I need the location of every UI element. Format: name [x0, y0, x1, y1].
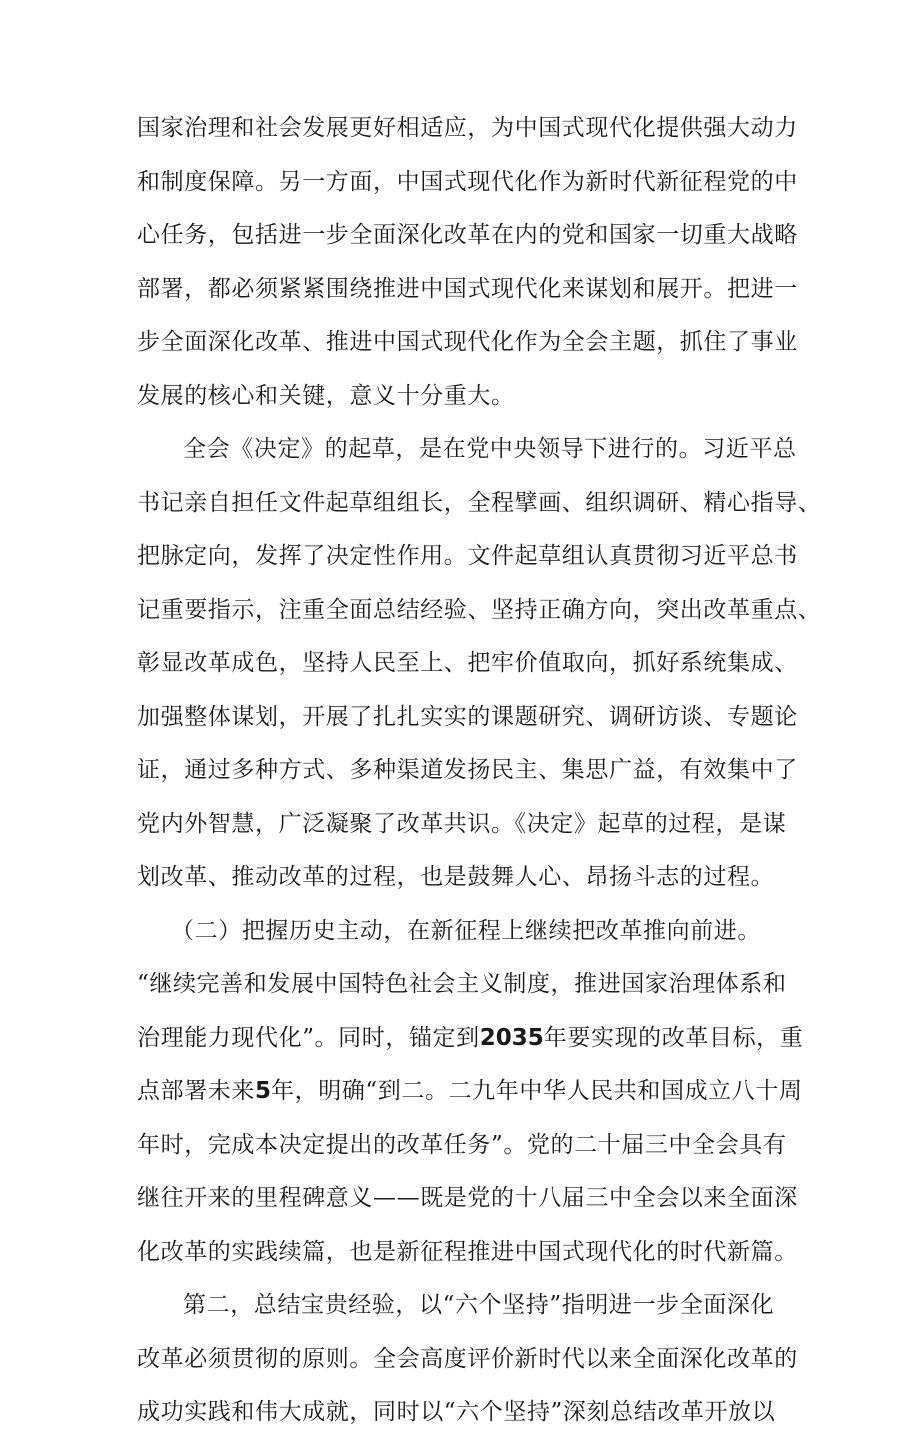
text-line: 证，通过多种方式、多种渠道发扬民主、集思广益，有效集中了 [137, 757, 798, 783]
text-line: 记重要指示，注重全面总结经验、坚持正确方向，突出改革重点、 [137, 596, 822, 623]
text-line: “继续完善和发展中国特色社会主义制度，推进国家治理体系和 [137, 971, 787, 997]
text-line: 步全面深化改革、推进中国式现代化作为全会主题，抓住了事业 [137, 329, 798, 355]
text-line: 国家治理和社会发展更好相适应，为中国式现代化提供强大动力 [137, 115, 798, 141]
text-line: 心任务，包括进一步全面深化改革在内的党和国家一切重大战略 [137, 222, 798, 248]
text-line: 继往开来的里程碑意义——既是党的十八届三中全会以来全面深 [137, 1185, 798, 1211]
text-line [137, 1012, 804, 1066]
text-segment: 年，明确“到二。二九年中华人民共和国成立八十周 [271, 1078, 803, 1104]
year-number: 2035 [479, 1024, 544, 1051]
text-line: 彰显改革成色，坚持人民至上、把牢价值取向，抓好系统集成、 [137, 650, 798, 676]
text-line: 发展的核心和关键，意义十分重大。 [137, 382, 515, 409]
text-line: 化改革的实践续篇，也是新征程推进中国式现代化的时代新篇。 [137, 1238, 798, 1265]
text-line: 和制度保障。另一方面，中国式现代化作为新时代新征程党的中 [137, 168, 798, 195]
text-line: 党内外智慧，广泛凝聚了改革共识。《决定》起草的过程，是谋 [137, 810, 787, 837]
text-line: 把脉定向，发挥了决定性作用。文件起草组认真贯彻习近平总书 [137, 543, 798, 569]
text-line: 书记亲自担任文件起草组组长，全程擘画、组织调研、精心指导、 [137, 489, 822, 516]
text-segment: 点部署未来 [137, 1078, 255, 1104]
text-segment: 年要实现的改革目标，重 [543, 1024, 804, 1051]
text-line: 划改革、推动改革的过程，也是鼓舞人心、昂扬斗志的过程。 [137, 864, 775, 890]
text-line: 加强整体谋划，开展了扎扎实实的课题研究、调研访谈、专题论 [137, 703, 798, 730]
section-heading: （二）把握历史主动，在新征程上继续把改革推向前进。 [171, 917, 761, 944]
body-text [137, 102, 822, 1440]
paragraph-start-line: 全会《决定》的起草，是在党中央领导下进行的。习近平总 [183, 436, 797, 462]
text-line: 部署，都必须紧紧围绕推进中国式现代化来谋划和展开。把进一 [137, 275, 798, 302]
text-segment: 治理能力现代化”。同时，锚定到 [137, 1024, 480, 1051]
text-line [137, 1065, 803, 1119]
years-number: 5 [255, 1078, 272, 1104]
text-line: 成功实践和伟大成就，同时以“六个坚持”深刻总结改革开放以 [137, 1399, 776, 1425]
text-line: 年时，完成本决定提出的改革任务”。党的二十届三中全会具有 [137, 1131, 787, 1158]
paragraph-start-line: 第二，总结宝贵经验，以“六个坚持”指明进一步全面深化 [183, 1292, 775, 1318]
text-line: 改革必须贯彻的原则。全会高度评价新时代以来全面深化改革的 [137, 1345, 798, 1372]
